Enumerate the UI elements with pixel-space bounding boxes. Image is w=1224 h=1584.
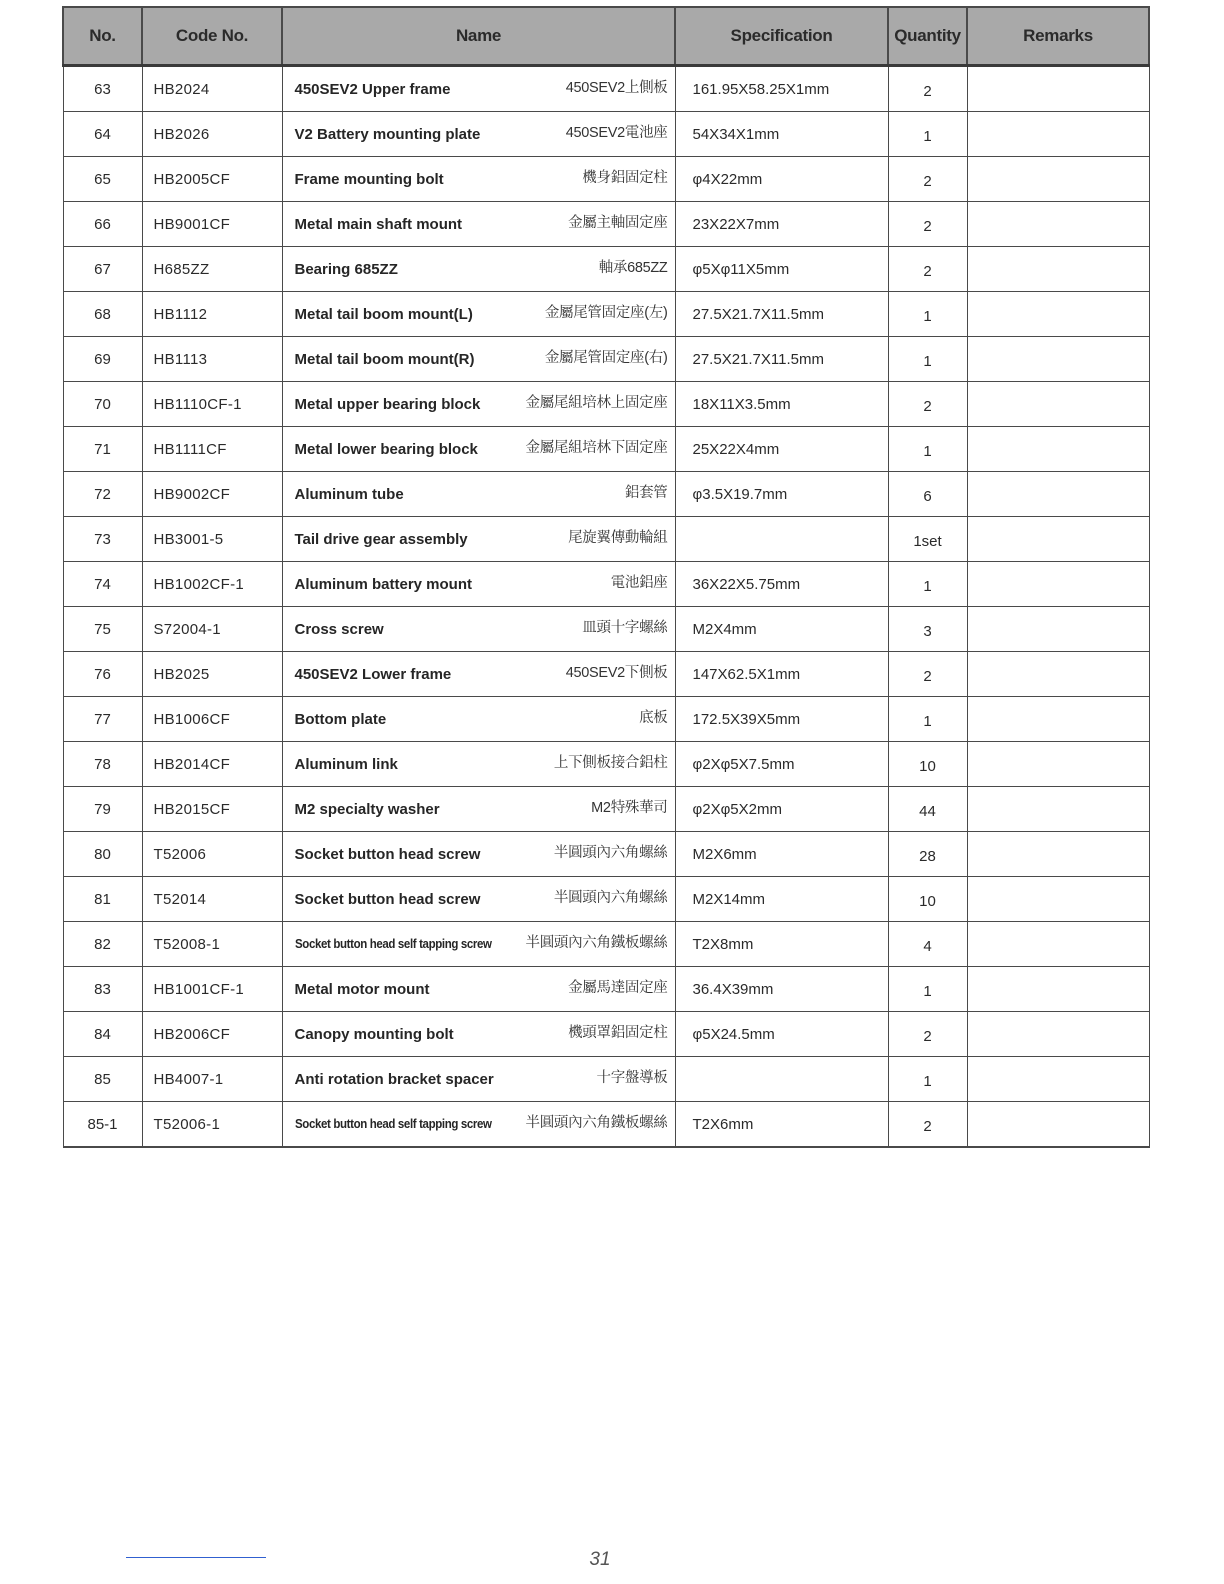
name-chinese: 450SEV2下側板 xyxy=(565,664,668,681)
cell-name xyxy=(282,292,675,337)
name-pair xyxy=(295,486,668,503)
cell-code-no: HB9002CF xyxy=(142,472,282,517)
cell-code-no: HB9001CF xyxy=(142,202,282,247)
name-chinese: 金屬尾組培林上固定座 xyxy=(525,394,668,411)
name-chinese: 金屬尾組培林下固定座 xyxy=(525,439,668,456)
cell-remarks xyxy=(967,787,1149,832)
table-row xyxy=(63,337,1149,382)
cell-name xyxy=(282,66,675,112)
name-pair xyxy=(295,351,668,368)
cell-code-no: HB1002CF-1 xyxy=(142,562,282,607)
cell-name xyxy=(282,652,675,697)
cell-no: 75 xyxy=(63,607,142,652)
name-pair xyxy=(295,441,668,458)
cell-quantity: 2 xyxy=(888,652,967,697)
cell-quantity: 2 xyxy=(888,382,967,427)
cell-no: 77 xyxy=(63,697,142,742)
cell-code-no: HB2014CF xyxy=(142,742,282,787)
cell-remarks xyxy=(967,607,1149,652)
cell-remarks xyxy=(967,427,1149,472)
name-pair xyxy=(295,666,668,683)
cell-specification: φ2Xφ5X2mm xyxy=(675,787,888,832)
name-english: Metal tail boom mount(L) xyxy=(294,305,473,323)
cell-name xyxy=(282,562,675,607)
cell-remarks xyxy=(967,472,1149,517)
parts-list-table xyxy=(62,6,1150,1148)
cell-name xyxy=(282,202,675,247)
cell-code-no: HB1110CF-1 xyxy=(142,382,282,427)
cell-name xyxy=(282,337,675,382)
name-pair xyxy=(295,1071,668,1088)
name-chinese: 450SEV2上側板 xyxy=(565,79,668,96)
name-chinese: 金屬尾管固定座(右) xyxy=(544,349,668,366)
cell-specification: M2X14mm xyxy=(675,877,888,922)
name-pair xyxy=(295,576,668,593)
cell-quantity: 1 xyxy=(888,697,967,742)
cell-quantity: 1 xyxy=(888,112,967,157)
cell-name xyxy=(282,1012,675,1057)
name-english: V2 Battery mounting plate xyxy=(294,125,481,143)
cell-code-no: HB2024 xyxy=(142,66,282,112)
cell-specification: 172.5X39X5mm xyxy=(675,697,888,742)
header-quantity: Quantity xyxy=(888,7,967,66)
cell-remarks xyxy=(967,652,1149,697)
table-row xyxy=(63,1057,1149,1102)
cell-specification: 18X11X3.5mm xyxy=(675,382,888,427)
cell-quantity: 28 xyxy=(888,832,967,877)
cell-name xyxy=(282,427,675,472)
cell-code-no: HB2015CF xyxy=(142,787,282,832)
name-english: 450SEV2 Lower frame xyxy=(294,665,452,683)
cell-specification xyxy=(675,1057,888,1102)
cell-specification: 27.5X21.7X11.5mm xyxy=(675,337,888,382)
name-english: Metal motor mount xyxy=(294,980,430,998)
name-english: Aluminum tube xyxy=(294,485,404,503)
cell-name xyxy=(282,607,675,652)
name-pair xyxy=(295,171,668,188)
cell-no: 74 xyxy=(63,562,142,607)
cell-no: 85 xyxy=(63,1057,142,1102)
table-row xyxy=(63,697,1149,742)
header-row xyxy=(63,7,1149,66)
cell-code-no: T52006 xyxy=(142,832,282,877)
table-row xyxy=(63,202,1149,247)
cell-specification: 27.5X21.7X11.5mm xyxy=(675,292,888,337)
name-pair xyxy=(295,891,668,908)
cell-remarks xyxy=(967,1057,1149,1102)
table-row xyxy=(63,472,1149,517)
name-pair xyxy=(295,711,668,728)
cell-no: 73 xyxy=(63,517,142,562)
name-chinese: 金屬尾管固定座(左) xyxy=(544,304,668,321)
name-english: Aluminum link xyxy=(294,755,398,773)
cell-no: 65 xyxy=(63,157,142,202)
cell-specification: 23X22X7mm xyxy=(675,202,888,247)
header-name: Name xyxy=(282,7,675,66)
cell-quantity: 2 xyxy=(888,247,967,292)
cell-name xyxy=(282,517,675,562)
name-chinese: 皿頭十字螺絲 xyxy=(582,619,668,636)
name-english: Tail drive gear assembly xyxy=(294,530,468,548)
cell-no: 69 xyxy=(63,337,142,382)
header-code-no: Code No. xyxy=(142,7,282,66)
cell-quantity: 10 xyxy=(888,742,967,787)
cell-quantity: 2 xyxy=(888,1102,967,1148)
cell-remarks xyxy=(967,292,1149,337)
table-row xyxy=(63,517,1149,562)
cell-quantity: 1 xyxy=(888,1057,967,1102)
table-row xyxy=(63,832,1149,877)
cell-remarks xyxy=(967,697,1149,742)
cell-quantity: 2 xyxy=(888,202,967,247)
name-english: Socket button head screw xyxy=(294,890,481,908)
cell-quantity: 10 xyxy=(888,877,967,922)
cell-code-no: S72004-1 xyxy=(142,607,282,652)
cell-specification: 36X22X5.75mm xyxy=(675,562,888,607)
cell-specification: φ4X22mm xyxy=(675,157,888,202)
table-row xyxy=(63,877,1149,922)
name-english: Socket button head screw xyxy=(294,845,481,863)
cell-remarks xyxy=(967,562,1149,607)
table-row xyxy=(63,112,1149,157)
cell-code-no: HB3001-5 xyxy=(142,517,282,562)
cell-specification: 147X62.5X1mm xyxy=(675,652,888,697)
name-chinese: 十字盤導板 xyxy=(596,1069,668,1086)
cell-no: 81 xyxy=(63,877,142,922)
cell-quantity: 3 xyxy=(888,607,967,652)
name-english: 450SEV2 Upper frame xyxy=(294,80,451,98)
cell-code-no: T52008-1 xyxy=(142,922,282,967)
cell-specification: T2X8mm xyxy=(675,922,888,967)
cell-no: 71 xyxy=(63,427,142,472)
cell-specification: φ3.5X19.7mm xyxy=(675,472,888,517)
cell-name xyxy=(282,967,675,1012)
cell-no: 72 xyxy=(63,472,142,517)
cell-remarks xyxy=(967,967,1149,1012)
cell-name xyxy=(282,382,675,427)
name-chinese: 鋁套管 xyxy=(624,484,668,501)
cell-code-no: T52014 xyxy=(142,877,282,922)
cell-specification: 36.4X39mm xyxy=(675,967,888,1012)
cell-quantity: 6 xyxy=(888,472,967,517)
name-pair xyxy=(295,1026,668,1043)
cell-name xyxy=(282,922,675,967)
name-pair xyxy=(295,621,668,638)
cell-no: 85-1 xyxy=(63,1102,142,1148)
cell-quantity: 1set xyxy=(888,517,967,562)
name-english: Frame mounting bolt xyxy=(294,170,444,188)
cell-name xyxy=(282,157,675,202)
cell-quantity: 2 xyxy=(888,66,967,112)
name-chinese: 金屬馬達固定座 xyxy=(568,979,668,996)
cell-name xyxy=(282,832,675,877)
cell-specification: T2X6mm xyxy=(675,1102,888,1148)
page-number: 31 xyxy=(589,1549,611,1570)
name-chinese: 450SEV2電池座 xyxy=(565,124,668,141)
cell-code-no: HB2026 xyxy=(142,112,282,157)
table-row xyxy=(63,1012,1149,1057)
name-english: Bottom plate xyxy=(294,710,387,728)
name-pair xyxy=(294,934,668,952)
cell-quantity: 2 xyxy=(888,157,967,202)
cell-code-no: HB4007-1 xyxy=(142,1057,282,1102)
table-header xyxy=(63,7,1149,66)
name-pair xyxy=(295,81,668,98)
cell-code-no: HB1112 xyxy=(142,292,282,337)
cell-no: 64 xyxy=(63,112,142,157)
cell-specification: 54X34X1mm xyxy=(675,112,888,157)
cell-no: 84 xyxy=(63,1012,142,1057)
name-english: Metal lower bearing block xyxy=(294,440,478,458)
name-pair xyxy=(295,396,668,413)
name-pair xyxy=(295,126,668,143)
name-chinese: 金屬主軸固定座 xyxy=(568,214,668,231)
cell-code-no: HB2025 xyxy=(142,652,282,697)
cell-quantity: 1 xyxy=(888,292,967,337)
cell-name xyxy=(282,1102,675,1148)
name-english: Socket button head self tapping screw xyxy=(294,1117,492,1131)
cell-remarks xyxy=(967,742,1149,787)
cell-remarks xyxy=(967,202,1149,247)
name-pair xyxy=(295,981,668,998)
table-row xyxy=(63,247,1149,292)
cell-quantity: 2 xyxy=(888,1012,967,1057)
cell-specification: 161.95X58.25X1mm xyxy=(675,66,888,112)
name-chinese: 半圓頭內六角鐵板螺絲 xyxy=(525,1114,668,1131)
cell-code-no: HB1001CF-1 xyxy=(142,967,282,1012)
name-chinese: 機頭罩鋁固定柱 xyxy=(568,1024,668,1041)
cell-remarks xyxy=(967,922,1149,967)
cell-quantity: 1 xyxy=(888,337,967,382)
name-english: Socket button head self tapping screw xyxy=(294,937,492,951)
cell-code-no: H685ZZ xyxy=(142,247,282,292)
cell-remarks xyxy=(967,1102,1149,1148)
table-row xyxy=(63,967,1149,1012)
cell-name xyxy=(282,247,675,292)
cell-name xyxy=(282,1057,675,1102)
cell-remarks xyxy=(967,832,1149,877)
table-row xyxy=(63,922,1149,967)
cell-remarks xyxy=(967,877,1149,922)
cell-remarks xyxy=(967,112,1149,157)
cell-name xyxy=(282,742,675,787)
cell-quantity: 1 xyxy=(888,427,967,472)
name-english: Metal tail boom mount(R) xyxy=(294,350,475,368)
header-specification: Specification xyxy=(675,7,888,66)
cell-remarks xyxy=(967,247,1149,292)
cell-no: 80 xyxy=(63,832,142,877)
name-pair xyxy=(295,801,668,818)
cell-specification: φ5X24.5mm xyxy=(675,1012,888,1057)
name-chinese: 機身鋁固定柱 xyxy=(582,169,668,186)
table-body xyxy=(63,66,1149,1148)
cell-code-no: T52006-1 xyxy=(142,1102,282,1148)
name-chinese: 底板 xyxy=(639,709,668,726)
name-english: M2 specialty washer xyxy=(294,800,440,818)
table-row xyxy=(63,742,1149,787)
name-chinese: 電池鋁座 xyxy=(610,574,668,591)
name-pair xyxy=(295,261,668,278)
name-pair xyxy=(295,531,668,548)
cell-code-no: HB1113 xyxy=(142,337,282,382)
cell-remarks xyxy=(967,382,1149,427)
cell-quantity: 44 xyxy=(888,787,967,832)
table-row xyxy=(63,1102,1149,1148)
cell-specification: M2X4mm xyxy=(675,607,888,652)
name-chinese: 尾旋翼傳動輪組 xyxy=(568,529,668,546)
name-english: Aluminum battery mount xyxy=(294,575,473,593)
cell-remarks xyxy=(967,66,1149,112)
cell-remarks xyxy=(967,157,1149,202)
cell-name xyxy=(282,877,675,922)
name-chinese: 半圓頭內六角螺絲 xyxy=(553,889,668,906)
cell-specification: φ2Xφ5X7.5mm xyxy=(675,742,888,787)
cell-name xyxy=(282,112,675,157)
cell-quantity: 4 xyxy=(888,922,967,967)
name-english: Cross screw xyxy=(294,620,384,638)
cell-specification: 25X22X4mm xyxy=(675,427,888,472)
table-row xyxy=(63,157,1149,202)
name-chinese: 軸承685ZZ xyxy=(598,259,668,276)
table-row xyxy=(63,652,1149,697)
cell-name xyxy=(282,697,675,742)
name-pair xyxy=(295,216,668,233)
cell-code-no: HB1111CF xyxy=(142,427,282,472)
cell-quantity: 1 xyxy=(888,967,967,1012)
cell-code-no: HB1006CF xyxy=(142,697,282,742)
name-chinese: 半圓頭內六角螺絲 xyxy=(553,844,668,861)
name-pair xyxy=(294,1114,668,1132)
cell-remarks xyxy=(967,517,1149,562)
cell-name xyxy=(282,787,675,832)
cell-code-no: HB2006CF xyxy=(142,1012,282,1057)
cell-no: 76 xyxy=(63,652,142,697)
header-no: No. xyxy=(63,7,142,66)
cell-no: 78 xyxy=(63,742,142,787)
name-chinese: 上下側板接合鋁柱 xyxy=(553,754,668,771)
cell-no: 82 xyxy=(63,922,142,967)
name-english: Metal upper bearing block xyxy=(294,395,481,413)
cell-no: 67 xyxy=(63,247,142,292)
name-pair xyxy=(295,756,668,773)
table-row xyxy=(63,292,1149,337)
table-row xyxy=(63,427,1149,472)
cell-name xyxy=(282,472,675,517)
table-row xyxy=(63,382,1149,427)
header-remarks: Remarks xyxy=(967,7,1149,66)
cell-remarks xyxy=(967,337,1149,382)
name-english: Anti rotation bracket spacer xyxy=(294,1070,494,1088)
cell-specification xyxy=(675,517,888,562)
name-pair xyxy=(295,306,668,323)
cell-no: 70 xyxy=(63,382,142,427)
cell-no: 79 xyxy=(63,787,142,832)
cell-quantity: 1 xyxy=(888,562,967,607)
footer-rule xyxy=(126,1557,266,1558)
cell-no: 83 xyxy=(63,967,142,1012)
name-english: Metal main shaft mount xyxy=(294,215,463,233)
table-row xyxy=(63,607,1149,652)
cell-no: 63 xyxy=(63,66,142,112)
name-chinese: 半圓頭內六角鐵板螺絲 xyxy=(525,934,668,951)
name-chinese: M2特殊華司 xyxy=(591,799,668,816)
cell-specification: φ5Xφ11X5mm xyxy=(675,247,888,292)
name-english: Canopy mounting bolt xyxy=(294,1025,454,1043)
cell-specification: M2X6mm xyxy=(675,832,888,877)
table-row xyxy=(63,66,1149,112)
cell-remarks xyxy=(967,1012,1149,1057)
cell-no: 66 xyxy=(63,202,142,247)
table-row xyxy=(63,787,1149,832)
name-pair xyxy=(295,846,668,863)
cell-code-no: HB2005CF xyxy=(142,157,282,202)
name-english: Bearing 685ZZ xyxy=(294,260,398,278)
cell-no: 68 xyxy=(63,292,142,337)
table-row xyxy=(63,562,1149,607)
